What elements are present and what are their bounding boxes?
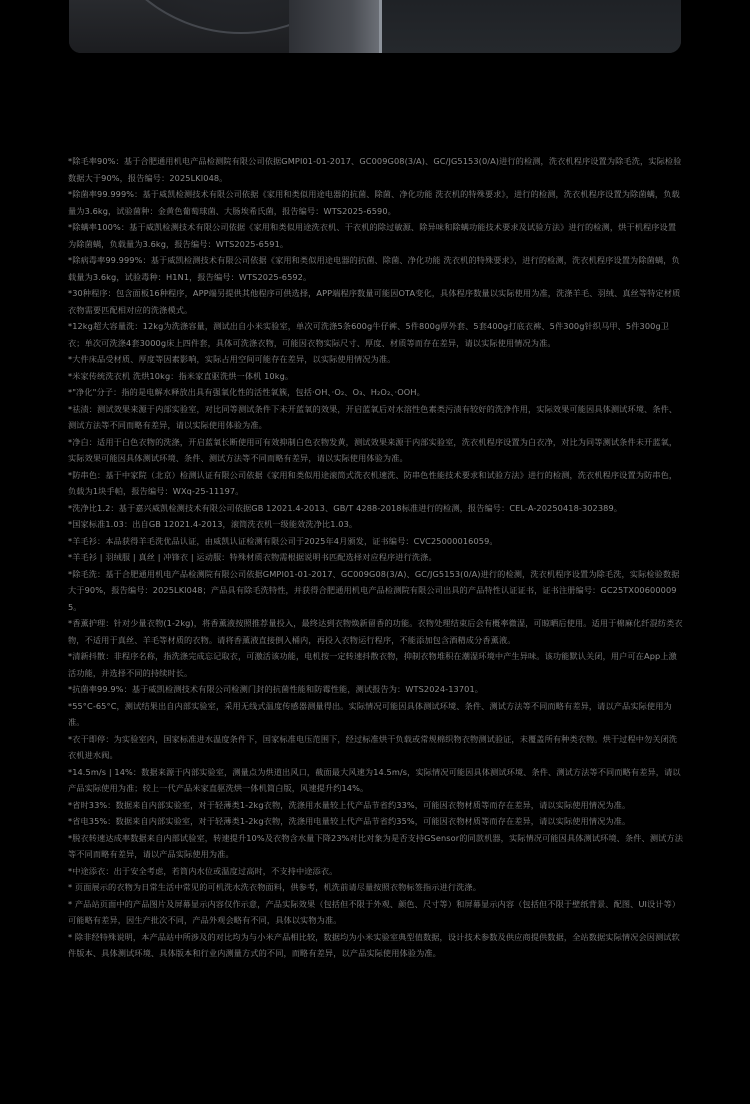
note: *清新抖散：非程序名称，指洗涤完成忘记取衣，可激活该功能，电机按一定转速抖散衣物，抑制衣物堆积在潮湿环境中产生异味。该功能默认关闭，用户可在App上激活功能，并选择不同的持续时长。 (68, 651, 677, 678)
note: *国家标准1.03：出自GB 12021.4-2013，滚筒洗衣机一级能效洗净比1.03。 (68, 519, 358, 529)
note: *脱衣转速达成率数据来自内部试验室，转速提升10%及衣物含水量下降23%对比对象为是否支持GSensor的同款机器，实际情况可能因具体测试环境、条件、测试方法等不同而略有差异，请以产品实际使用为准。 (68, 832, 683, 859)
note: *大件床品受材质、厚度等因素影响，实际占用空间可能存在差异，以实际使用情况为准。 (68, 354, 396, 364)
note: *米家传统洗衣机 洗烘10kg：指米家直驱洗烘一体机 10kg。 (68, 370, 294, 381)
note: *省电35%：数据来自内部实验室，对于轻薄类1-2kg衣物，洗涤用电量较上代产品节省约35%，可能因衣物材质等而存在差异，请以实际使用情况为准。 (68, 816, 631, 826)
note: *除螨率100%：基于威凯检测技术有限公司依据《家用和类似用途洗衣机、干衣机的除过敏源、除异味和除螨功能技术要求及试验方法》进行的检测，烘干机程序设置为除菌螨，负载量为3.6kg，报告编号：WTS2025-6591。 (68, 222, 677, 249)
washer-door-edge (289, 0, 379, 53)
note: * 除非经特殊说明，本产品站中所涉及的对比均为与小米产品相比较，数据均为小米实验室典型值数据，设计技术参数及供应商提供数据，全站数据实际情况会因测试软件版本、具体测试环境、具体版本和行业内测量方式的不同，而略有差异，以产品实际使用体验为准。 (68, 931, 680, 958)
washer-side-panel (382, 0, 681, 53)
note: *中途添衣：出于安全考虑，若筒内水位或温度过高时，不支持中途添衣。 (68, 865, 338, 876)
note: *防串色：基于中家院（北京）检测认证有限公司依据《家用和类似用途滚筒式洗衣机速洗、防串色性能技术要求和试验方法》进行的检测，洗衣机程序设置为防串色，负载为1块手帕，报告编号：WXq-25-11197。 (68, 469, 678, 496)
note: *除菌率99.999%：基于威凯检测技术有限公司依据《家用和类似用途电器的抗菌、除菌、净化功能 洗衣机的特殊要求》，进行的检测，洗衣机程序设置为除菌螨，负载量为3.6kg，试验菌种：金黄色葡萄球菌、大肠埃希氏菌，报告编号：WTS2025-6590。 (68, 189, 680, 216)
note: *洗净比1.2：基于嘉兴威凯检测技术有限公司依据GB 12021.4-2013、GB/T 4288-2018标准进行的检测，报告编号：CEL-A-20250418-302389。 (68, 502, 623, 513)
product-hero-image (69, 0, 681, 53)
note: *祛渍：测试效果来源于内部实验室，对比同等测试条件下未开蓝氧的效果，开启蓝氧后对水溶性色素类污渍有较好的洗净作用，实际效果可能因具体测试环境、条件、测试方法等不同而略有差异，请以实际使用体验为准。 (68, 403, 678, 430)
note: * 产品站页面中的产品图片及屏幕显示内容仅作示意，产品实际效果（包括但不限于外观、颜色、尺寸等）和屏幕显示内容（包括但不限于壁纸背景、配图、UI设计等）可能略有差异，因生产批次不同，产品外观会略有不同，具体以实物为准。 (68, 898, 681, 925)
note: *衣干即停：为实验室内，国家标准进水温度条件下，国家标准电压范围下，经过标准烘干负载或常规棉织物衣物测试验证，未覆盖所有种类衣物。烘干过程中勿关闭洗衣机进水阀。 (68, 733, 678, 760)
note: *省时33%：数据来自内部实验室，对于轻薄类1-2kg衣物，洗涤用水量较上代产品节省约33%，可能因衣物材质等而存在差异，请以实际使用情况为准。 (68, 799, 631, 810)
note: *55°C-65°C，测试结果出自内部实验室，采用无线式温度传感器测量得出。实际情况可能因具体测试环境、条件、测试方法等不同而略有差异，请以产品实际使用为准。 (68, 700, 672, 727)
note: *30种程序：包含面板16种程序，APP端另提供其他程序可供选择，APP端程序数量可能因OTA变化，具体程序数量以实际使用为准，洗涤羊毛、羽绒、真丝等特定材质衣物需要匹配相对应的洗涤模式。 (68, 288, 681, 315)
note: *香薰护理：针对少量衣物(1-2kg)，将香薰液按照推荐量投入，最终达到衣物焕新留香的功能。衣物处理结束后会有概率微湿，可晾晒后使用。适用于棉麻化纤混纺类衣物，不适用于真丝、羊毛等材质的衣物。请将香薰液直接倒入桶内，再投入衣物运行程序，不能添加包含酒精成分香薰液。 (68, 618, 683, 645)
note: *12kg超大容量洗：12kg为洗涤容量，测试出自小米实验室，单次可洗涤5条600g牛仔裤、5件800g厚外套、5套400g打底衣裤、5件300g针织马甲、5件300g卫衣；单次可洗涤4套3000g床上四件套，具体可洗涤衣物，可能因衣物实际尺寸、厚度、材质等而存在差异，请以实际使用情况为准。 (68, 321, 670, 348)
note: *除毛洗：基于合肥通用机电产品检测院有限公司依据GMPI01-01-2017、GC009G08(3/A)、GC/JG5153(0/A)进行的检测，洗衣机程序设置为除毛洗，实际检验数据大于90%，报告编号：2025LKI048；产品具有除毛洗特性，并获得合肥通用机电产品检测院有限公司出具的产品特性认证证书，证书注册编号：GC25TX006000095。 (68, 568, 680, 612)
note: *"净化"分子：指的是电解水释放出具有强氧化性的活性氧簇，包括·OH、·O₂、O₃、H₂O₂、·OOH。 (68, 387, 425, 397)
disclaimer-notes (68, 153, 684, 962)
note: *净白：适用于白色衣物的洗涤，开启蓝氧长断使用可有效抑制白色衣物发黄，测试效果来源于内部实验室，洗衣机程序设置为白衣净，对比为同等测试条件未开蓝氧，实际效果可能因具体测试环境、条件、测试方法等不同而略有差异，请以实际使用体验为准。 (68, 436, 678, 463)
note: * 页面展示的衣物为日常生活中常见的可机洗水洗衣物面料，供参考，机洗前请尽量按照衣物标签指示进行洗涤。 (68, 882, 481, 892)
note: *除毛率90%：基于合肥通用机电产品检测院有限公司依据GMPI01-01-2017、GC009G08(3/A)、GC/JG5153(0/A)进行的检测，洗衣机程序设置为除毛洗，实际检验数据大于90%，报告编号：2025LKI048。 (68, 156, 682, 183)
note: *羊毛衫：本品获得羊毛洗优品认证，由威凯认证检测有限公司于2025年4月颁发，证书编号：CVC25000016059。 (68, 535, 498, 546)
note: *抗菌率99.9%：基于威凯检测技术有限公司检测门封的抗菌性能和防霉性能，测试报告为：WTS2024-13701。 (68, 684, 484, 694)
note: *羊毛衫 | 羽绒服 | 真丝 | 冲锋衣 | 运动服：特殊材质衣物需根据说明书匹配选择对应程序进行洗涤。 (68, 552, 437, 562)
note: *14.5m/s | 14%：数据来源于内部实验室，测量点为烘道出风口，截面最大风速为14.5m/s，实际情况可能因具体测试环境、条件、测试方法等不同而略有差异，请以产品实际使用为准；较上一代产品米家直驱洗烘一体机简白版，风速提升约14%。 (68, 766, 681, 793)
note: *除病毒率99.999%：基于威凯检测技术有限公司依据《家用和类似用途电器的抗菌、除菌、净化功能 洗衣机的特殊要求》，进行的检测，洗衣机程序设置为除菌螨，负载量为3.6kg，试验毒种：H1N1，报告编号：WTS2025-6592。 (68, 255, 680, 282)
